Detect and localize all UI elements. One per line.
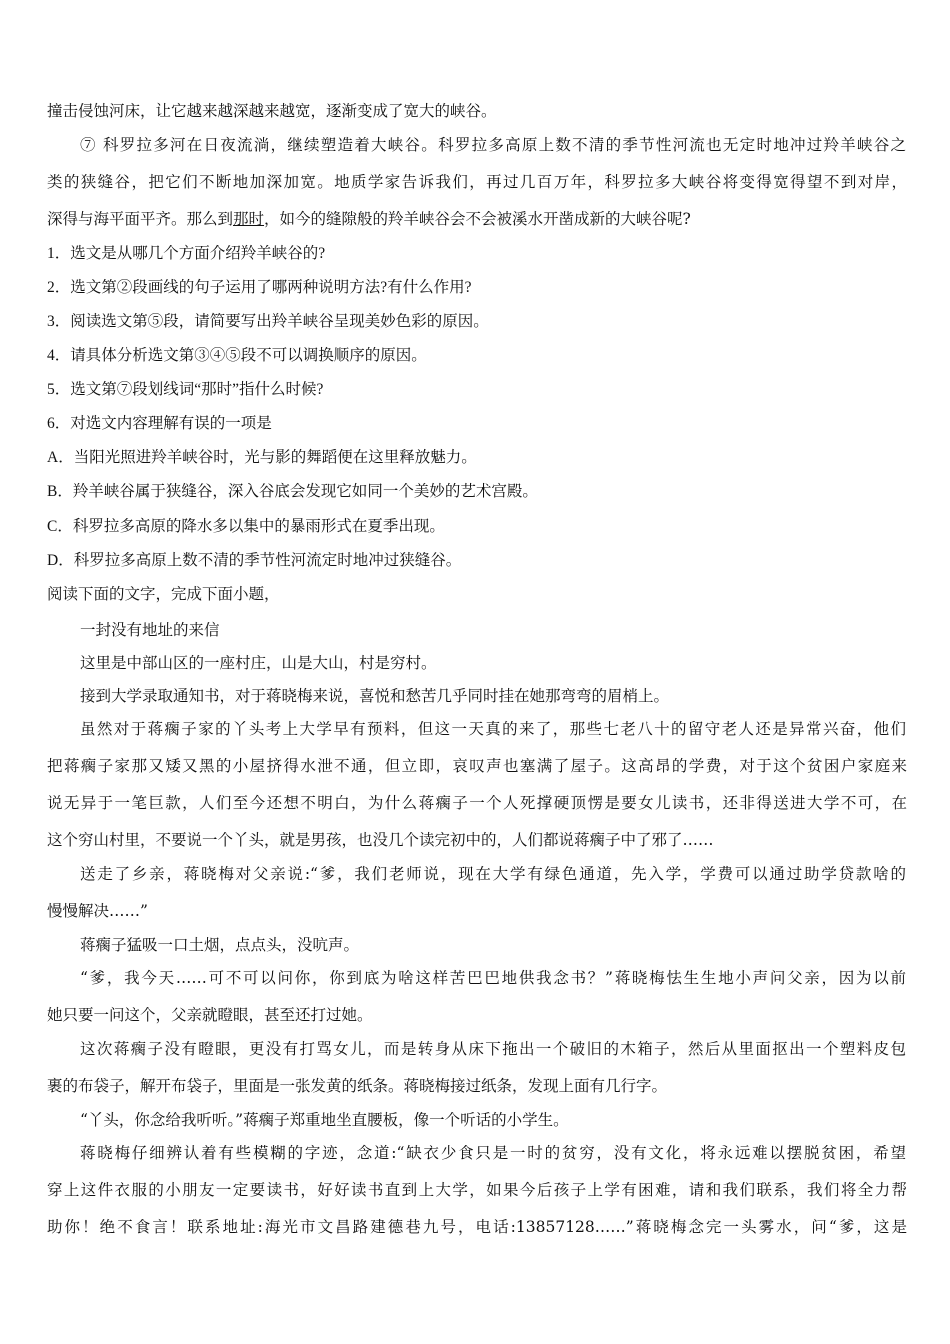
passage-paragraph-7-line-1: ⑦ 科罗拉多河在日夜流淌，继续塑造着大峡谷。科罗拉多高原上数不清的季节性河流也无定时地冲过羚羊峡谷之: [80, 136, 906, 154]
option-a: A．当阳光照进羚羊峡谷时，光与影的舞蹈便在这里释放魅力。: [47, 449, 477, 466]
story-paragraph-8: “丫头，你念给我听听。”蒋瘸子郑重地坐直腰板，像一个听话的小学生。: [80, 1111, 569, 1129]
question-2: 2．选文第②段画线的句子运用了哪两种说明方法?有什么作用?: [47, 279, 472, 296]
question-5: 5．选文第⑦段划线词“那时”指什么时候?: [47, 381, 324, 398]
underlined-word-nashi: 那时: [233, 210, 265, 228]
question-4: 4．请具体分析选文第③④⑤段不可以调换顺序的原因。: [47, 347, 427, 364]
story-paragraph-7-line-1: 这次蒋瘸子没有瞪眼，更没有打骂女儿，而是转身从床下拖出一个破旧的木箱子，然后从里面抠出一个塑料皮包: [80, 1040, 906, 1058]
passage-paragraph-7-line-3: [47, 209, 907, 229]
option-c: C．科罗拉多高原的降水多以集中的暴雨形式在夏季出现。: [47, 518, 445, 535]
story-title: 一封没有地址的来信: [80, 621, 220, 639]
story-paragraph-1: 这里是中部山区的一座村庄，山是大山，村是穷村。: [80, 654, 437, 672]
story-paragraph-6-line-1: “爹，我今天……可不可以问你，你到底为啥这样苦巴巴地供我念书？”蒋晓梅怯生生地小声问父亲，因为以前: [80, 969, 906, 987]
option-d: D．科罗拉多高原上数不清的季节性河流定时地冲过狭缝谷。: [47, 552, 462, 569]
story-paragraph-3-line-2: 把蒋瘸子家那又矮又黑的小屋挤得水泄不通，但立即，哀叹声也塞满了屋子。这高昂的学费，对于这个贫困户家庭来: [47, 757, 907, 775]
story-paragraph-3-line-3: 说无异于一笔巨款，人们至今还想不明白，为什么蒋瘸子一个人死撑硬顶愣是要女儿读书，还非得送进大学不可，在: [47, 794, 907, 812]
story-paragraph-7-line-2: 裹的布袋子，解开布袋子，里面是一张发黄的纸条。蒋晓梅接过纸条，发现上面有几行字。: [47, 1077, 668, 1095]
story-paragraph-9-line-3: 助你！绝不食言！联系地址:海光市文昌路建德巷九号，电话:13857128……”蒋晓梅念完一头雾水，问“爹，这是: [47, 1218, 907, 1236]
story-paragraph-9-line-1: 蒋晓梅仔细辨认着有些模糊的字迹，念道:“缺衣少食只是一时的贫穷，没有文化，将永远难以摆脱贫困，希望: [80, 1144, 906, 1162]
story-paragraph-4-line-1: 送走了乡亲，蒋晓梅对父亲说:“爹，我们老师说，现在大学有绿色通道，先入学，学费可以通过助学贷款啥的: [80, 865, 906, 883]
story-paragraph-4-line-2: 慢慢解决……”: [47, 902, 148, 920]
paragraph-7-text-before-underline: 深得与海平面平齐。那么到: [47, 210, 234, 228]
story-paragraph-6-line-2: 她只要一问这个，父亲就瞪眼，甚至还打过她。: [47, 1006, 373, 1024]
paragraph-7-text-after-underline: ，如今的缝隙般的羚羊峡谷会不会被溪水开凿成新的大峡谷呢?: [264, 210, 691, 228]
question-3: 3．阅读选文第⑤段，请简要写出羚羊峡谷呈现美妙色彩的原因。: [47, 313, 489, 330]
option-b: B．羚羊峡谷属于狭缝谷，深入谷底会发现它如同一个美妙的艺术宫殿。: [47, 483, 538, 500]
story-paragraph-2: 接到大学录取通知书，对于蒋晓梅来说，喜悦和愁苦几乎同时挂在她那弯弯的眉梢上。: [80, 687, 670, 705]
story-paragraph-9-line-2: 穿上这件衣服的小朋友一定要读书，好好读书直到上大学，如果今后孩子上学有困难，请和我们联系，我们将全力帮: [47, 1181, 907, 1199]
reading-instruction: 阅读下面的文字，完成下面小题，: [47, 586, 280, 603]
passage-paragraph-6-tail: 撞击侵蚀河床，让它越来越深越来越宽，逐渐变成了宽大的峡谷。: [47, 102, 497, 120]
story-paragraph-3-line-4: 这个穷山村里，不要说一个丫头，就是男孩，也没几个读完初中的，人们都说蒋瘸子中了邪了……: [47, 831, 714, 849]
passage-paragraph-7-line-2: 类的狭缝谷，把它们不断地加深加宽。地质学家告诉我们，再过几百万年，科罗拉多大峡谷将变得宽得望不到对岸，: [47, 173, 907, 191]
story-paragraph-5: 蒋瘸子猛吸一口土烟，点点头，没吭声。: [80, 936, 360, 954]
story-paragraph-3-line-1: 虽然对于蒋瘸子家的丫头考上大学早有预料，但这一天真的来了，那些七老八十的留守老人还是异常兴奋，他们: [80, 720, 906, 738]
question-1: 1．选文是从哪几个方面介绍羚羊峡谷的?: [47, 245, 326, 262]
question-6: 6．对选文内容理解有误的一项是: [47, 415, 272, 432]
